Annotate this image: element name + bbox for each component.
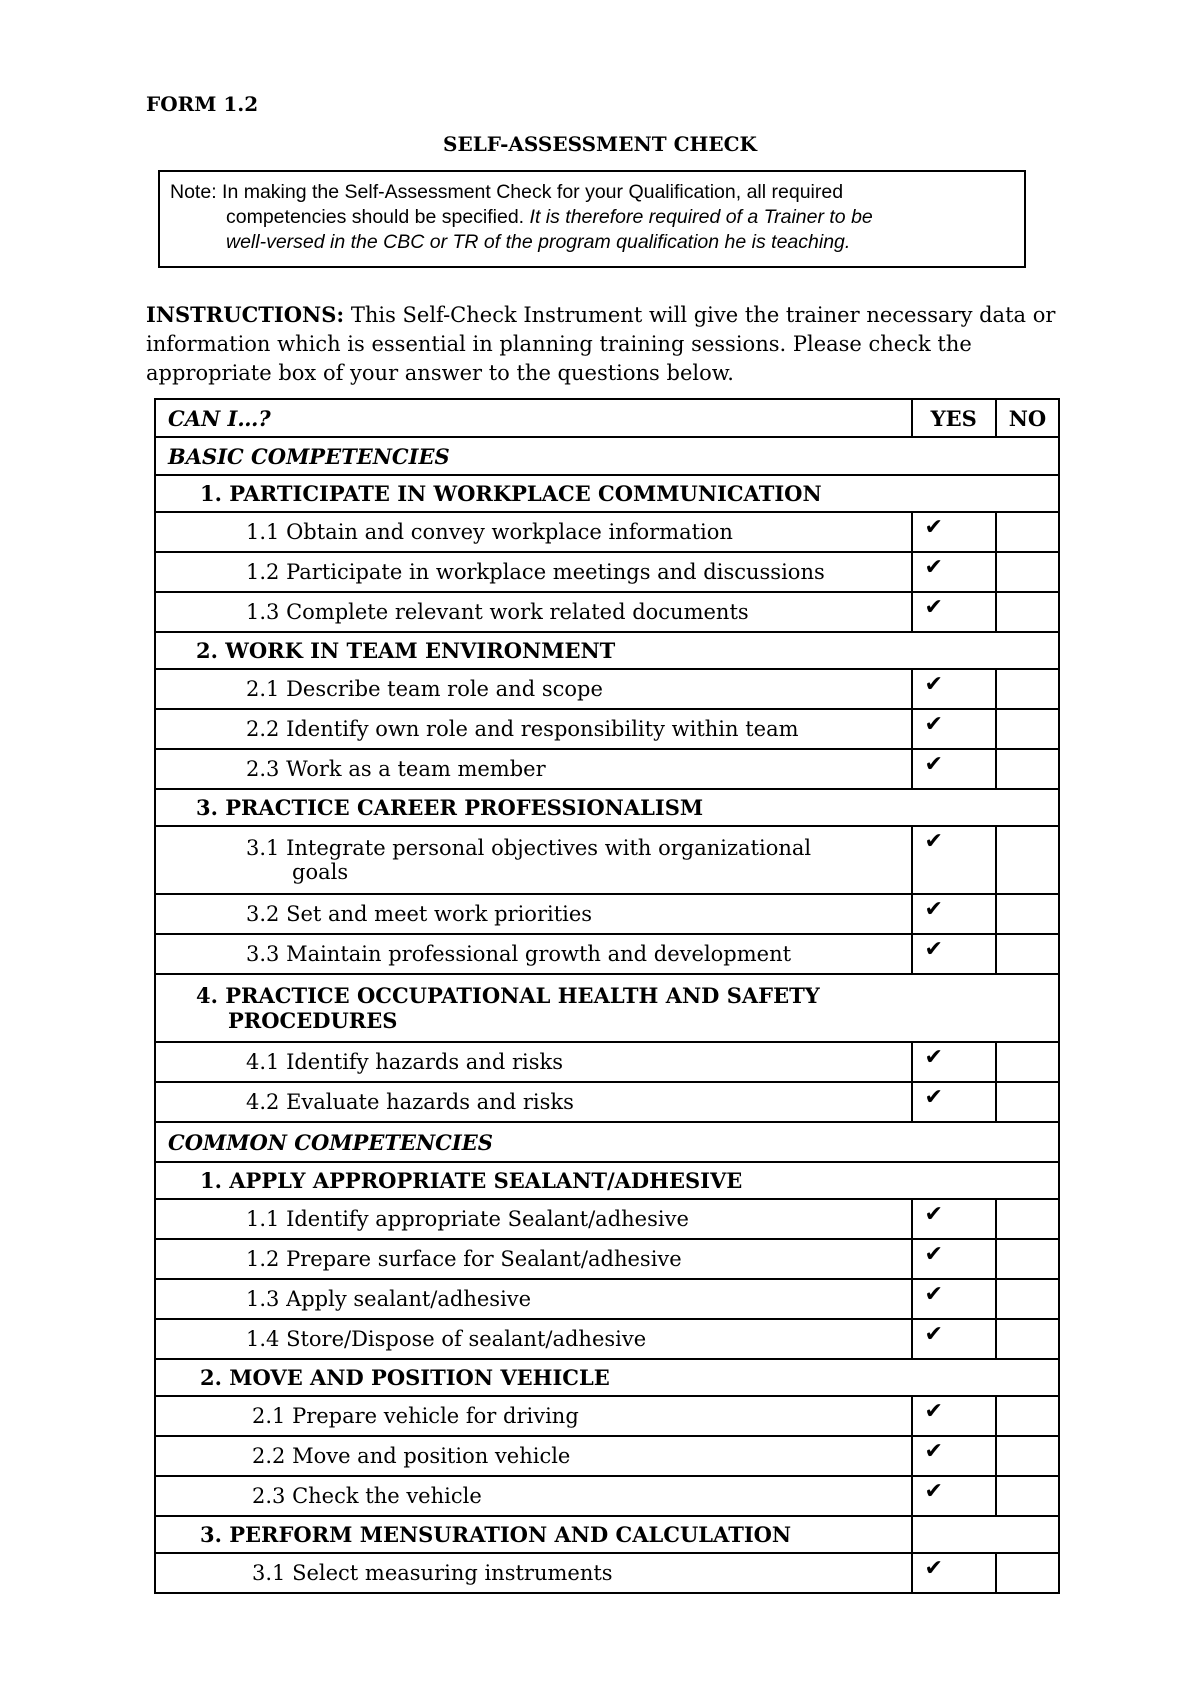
table-row xyxy=(155,1082,1059,1122)
item-label: 1.1 Identify appropriate Sealant/adhesive xyxy=(155,1199,912,1239)
instructions-text: This Self-Check Instrument will give the trainer necessary data or information which is essential in planning training sessions. Please check the appropriate box of your answer to the questions below. xyxy=(146,303,1056,385)
item-label: 1.4 Store/Dispose of sealant/adhesive xyxy=(155,1319,912,1359)
group-label-line-2: PROCEDURES xyxy=(228,1008,398,1033)
table-row xyxy=(155,552,1059,592)
group-row xyxy=(155,475,1059,512)
no-checkbox[interactable] xyxy=(996,592,1059,632)
table-row xyxy=(155,1553,1059,1593)
note-line-3-italic: well-versed in the CBC or TR of the program qualification he is teaching. xyxy=(226,231,851,253)
item-label-line-2: goals xyxy=(292,860,349,884)
item-label: 2.1 Prepare vehicle for driving xyxy=(155,1396,912,1436)
table-row xyxy=(155,749,1059,789)
table-row xyxy=(155,1436,1059,1476)
table-row xyxy=(155,1199,1059,1239)
section-row xyxy=(155,1122,1059,1162)
no-checkbox[interactable] xyxy=(996,826,1059,894)
table-row xyxy=(155,512,1059,552)
yes-checkbox[interactable]: ✔ xyxy=(912,934,996,974)
table-row xyxy=(155,1396,1059,1436)
table-row xyxy=(155,1042,1059,1082)
section-common-competencies: COMMON COMPETENCIES xyxy=(155,1122,1059,1162)
table-row xyxy=(155,709,1059,749)
group-row xyxy=(155,789,1059,826)
yes-checkbox[interactable]: ✔ xyxy=(912,552,996,592)
header-yes: YES xyxy=(912,399,996,437)
item-label-line-1: 3.1 Integrate personal objectives with organizational xyxy=(246,836,812,860)
no-checkbox[interactable] xyxy=(996,1082,1059,1122)
group-label-line-1: 4. PRACTICE OCCUPATIONAL HEALTH AND SAFETY xyxy=(196,983,820,1008)
group-row xyxy=(155,1516,1059,1553)
table-header-row xyxy=(155,399,1059,437)
note-line-2 xyxy=(170,205,1014,230)
item-label: 1.2 Participate in workplace meetings and discussions xyxy=(155,552,912,592)
header-no: NO xyxy=(996,399,1059,437)
group-row xyxy=(155,1162,1059,1199)
no-checkbox[interactable] xyxy=(996,1199,1059,1239)
yes-checkbox[interactable]: ✔ xyxy=(912,1476,996,1516)
table-row xyxy=(155,826,1059,894)
item-label: 3.2 Set and meet work priorities xyxy=(155,894,912,934)
yes-checkbox[interactable]: ✔ xyxy=(912,592,996,632)
yes-checkbox[interactable]: ✔ xyxy=(912,1199,996,1239)
group-label: 1. PARTICIPATE IN WORKPLACE COMMUNICATION xyxy=(155,475,1059,512)
instructions-label: INSTRUCTIONS: xyxy=(146,302,345,327)
no-checkbox[interactable] xyxy=(996,1436,1059,1476)
item-label xyxy=(155,826,912,894)
yes-checkbox[interactable]: ✔ xyxy=(912,1042,996,1082)
note-box xyxy=(158,170,1026,268)
table-row xyxy=(155,1476,1059,1516)
no-checkbox[interactable] xyxy=(996,1279,1059,1319)
form-label: FORM 1.2 xyxy=(146,92,259,116)
table-row xyxy=(155,1279,1059,1319)
table-row xyxy=(155,1239,1059,1279)
group-label: 2. MOVE AND POSITION VEHICLE xyxy=(155,1359,1059,1396)
note-line-2-italic: It is therefore required of a Trainer to be xyxy=(529,206,873,228)
group-row-blank xyxy=(912,1516,1059,1553)
yes-checkbox[interactable]: ✔ xyxy=(912,1239,996,1279)
table-row xyxy=(155,1319,1059,1359)
note-line-1: Note: In making the Self-Assessment Check for your Qualification, all required xyxy=(170,181,844,203)
item-label: 2.3 Check the vehicle xyxy=(155,1476,912,1516)
group-row xyxy=(155,632,1059,669)
group-label: 3. PERFORM MENSURATION AND CALCULATION xyxy=(155,1516,912,1553)
item-label: 3.3 Maintain professional growth and development xyxy=(155,934,912,974)
no-checkbox[interactable] xyxy=(996,894,1059,934)
yes-checkbox[interactable]: ✔ xyxy=(912,1319,996,1359)
item-label: 2.2 Identify own role and responsibility within team xyxy=(155,709,912,749)
self-assessment-table xyxy=(154,398,1060,1594)
table-row xyxy=(155,669,1059,709)
note-line-2-text: competencies should be specified. xyxy=(226,206,530,228)
no-checkbox[interactable] xyxy=(996,749,1059,789)
group-label: 2. WORK IN TEAM ENVIRONMENT xyxy=(155,632,1059,669)
yes-checkbox[interactable]: ✔ xyxy=(912,512,996,552)
page-title: SELF-ASSESSMENT CHECK xyxy=(443,132,757,156)
group-row xyxy=(155,974,1059,1042)
instructions xyxy=(146,300,1066,388)
yes-checkbox[interactable]: ✔ xyxy=(912,1436,996,1476)
yes-checkbox[interactable]: ✔ xyxy=(912,1082,996,1122)
item-label: 1.1 Obtain and convey workplace information xyxy=(155,512,912,552)
yes-checkbox[interactable]: ✔ xyxy=(912,709,996,749)
item-label: 1.3 Complete relevant work related documents xyxy=(155,592,912,632)
yes-checkbox[interactable]: ✔ xyxy=(912,894,996,934)
item-label: 3.1 Select measuring instruments xyxy=(155,1553,912,1593)
item-label: 2.2 Move and position vehicle xyxy=(155,1436,912,1476)
yes-checkbox[interactable]: ✔ xyxy=(912,1279,996,1319)
item-label: 1.3 Apply sealant/adhesive xyxy=(155,1279,912,1319)
no-checkbox[interactable] xyxy=(996,1476,1059,1516)
no-checkbox[interactable] xyxy=(996,934,1059,974)
item-label: 2.1 Describe team role and scope xyxy=(155,669,912,709)
no-checkbox[interactable] xyxy=(996,552,1059,592)
section-row xyxy=(155,437,1059,475)
header-can-i: CAN I…? xyxy=(155,399,912,437)
group-label xyxy=(155,974,1059,1042)
no-checkbox[interactable] xyxy=(996,1553,1059,1593)
no-checkbox[interactable] xyxy=(996,512,1059,552)
table-row xyxy=(155,934,1059,974)
no-checkbox[interactable] xyxy=(996,669,1059,709)
item-label: 4.1 Identify hazards and risks xyxy=(155,1042,912,1082)
yes-checkbox[interactable]: ✔ xyxy=(912,669,996,709)
group-label: 3. PRACTICE CAREER PROFESSIONALISM xyxy=(155,789,1059,826)
table-row xyxy=(155,592,1059,632)
item-label: 1.2 Prepare surface for Sealant/adhesive xyxy=(155,1239,912,1279)
section-basic-competencies: BASIC COMPETENCIES xyxy=(155,437,1059,475)
no-checkbox[interactable] xyxy=(996,1319,1059,1359)
no-checkbox[interactable] xyxy=(996,709,1059,749)
yes-checkbox[interactable]: ✔ xyxy=(912,1553,996,1593)
table-row xyxy=(155,894,1059,934)
group-row xyxy=(155,1359,1059,1396)
yes-checkbox[interactable]: ✔ xyxy=(912,1396,996,1436)
item-label: 2.3 Work as a team member xyxy=(155,749,912,789)
no-checkbox[interactable] xyxy=(996,1396,1059,1436)
note-line-3 xyxy=(170,230,1014,255)
yes-checkbox[interactable]: ✔ xyxy=(912,826,996,894)
item-label: 4.2 Evaluate hazards and risks xyxy=(155,1082,912,1122)
no-checkbox[interactable] xyxy=(996,1239,1059,1279)
group-label: 1. APPLY APPROPRIATE SEALANT/ADHESIVE xyxy=(155,1162,1059,1199)
no-checkbox[interactable] xyxy=(996,1042,1059,1082)
yes-checkbox[interactable]: ✔ xyxy=(912,749,996,789)
